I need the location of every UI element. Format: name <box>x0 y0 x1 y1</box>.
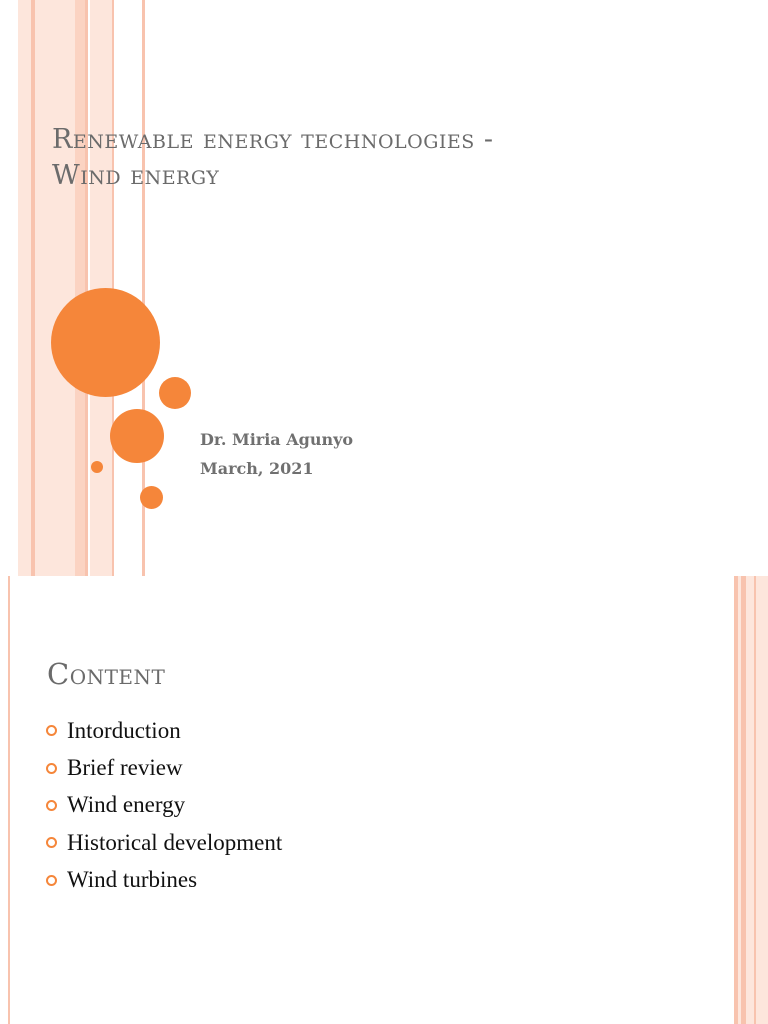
decor-stripe <box>85 0 88 576</box>
decor-stripe <box>746 576 754 1024</box>
decor-stripe <box>8 576 10 1024</box>
list-item <box>46 787 282 824</box>
decor-stripe <box>35 0 75 576</box>
circle-bullet-icon <box>46 800 57 811</box>
title-line-1: Renewable energy technologies - <box>52 124 494 155</box>
decor-circle-small <box>140 486 163 509</box>
circle-bullet-icon <box>46 763 57 774</box>
list-item-label: Brief review <box>67 755 183 781</box>
decor-circle-small <box>159 377 191 409</box>
presentation-date: March, 2021 <box>200 459 314 478</box>
content-list <box>46 712 282 899</box>
circle-bullet-icon <box>46 837 57 848</box>
list-item-label: Wind energy <box>67 792 186 818</box>
slide-title <box>52 122 752 193</box>
list-item <box>46 749 282 786</box>
decor-stripe <box>756 576 768 1024</box>
list-item <box>46 862 282 899</box>
decor-circle-tiny <box>91 461 103 473</box>
decor-stripe <box>75 0 85 576</box>
content-slide <box>0 576 768 1024</box>
decor-circle-large <box>51 288 160 397</box>
author-name: Dr. Miria Agunyo <box>200 430 354 449</box>
decor-circle-medium <box>110 409 164 463</box>
circle-bullet-icon <box>46 875 57 886</box>
list-item-label: Historical development <box>67 829 283 855</box>
list-item-label: Wind turbines <box>67 867 198 893</box>
list-item <box>46 712 282 749</box>
author-block <box>200 425 353 483</box>
list-item <box>46 824 282 861</box>
list-item-label: Intorduction <box>67 717 181 743</box>
circle-bullet-icon <box>46 725 57 736</box>
decor-stripe <box>18 0 31 576</box>
content-title: Content <box>47 657 166 691</box>
title-line-2: Wind energy <box>52 159 220 191</box>
